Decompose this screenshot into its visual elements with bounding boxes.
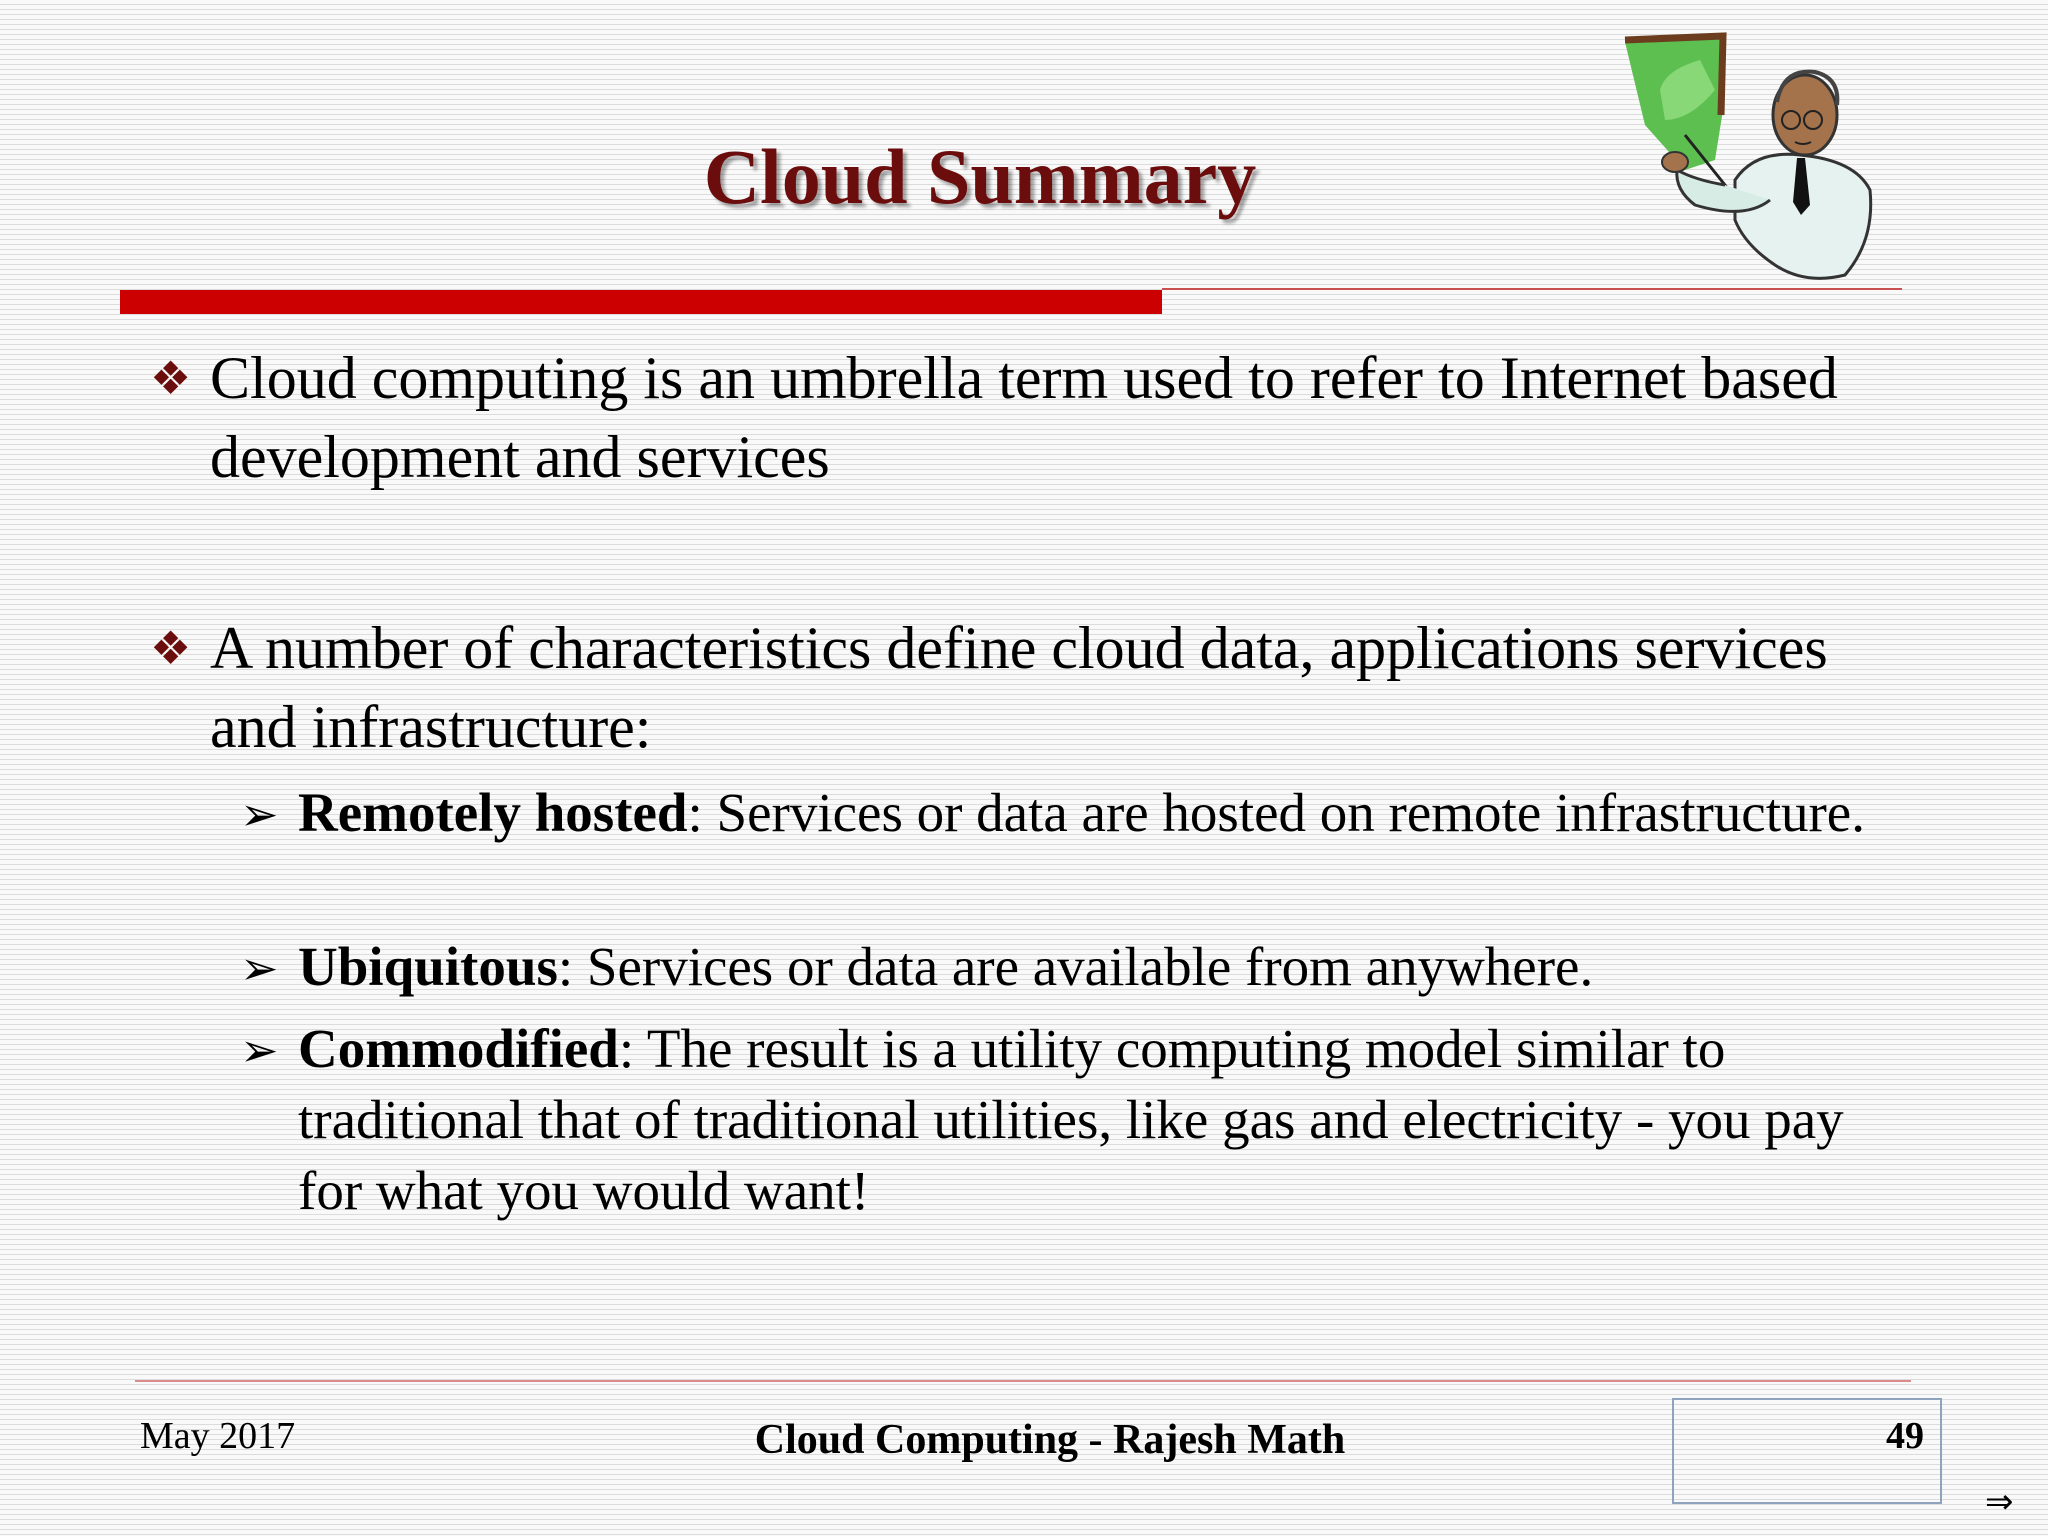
- arrow-bullet-icon: ➢: [240, 943, 279, 994]
- subbullet-text: : Services or data are hosted on remote infrastructure.: [687, 782, 1865, 843]
- subbullet-text: : Services or data are available from anywhere.: [557, 936, 1594, 997]
- bullet-text: Cloud computing is an umbrella term used to refer to Internet based development and services: [210, 345, 1838, 490]
- footer-date: May 2017: [140, 1415, 296, 1457]
- subbullet-item: [240, 777, 1900, 848]
- presenter-clipart-icon: [1605, 30, 1905, 300]
- subbullet-item: [240, 1013, 1900, 1226]
- subbullet-term: Ubiquitous: [298, 936, 558, 997]
- arrow-bullet-icon: ➢: [240, 1025, 279, 1076]
- slide-title: Cloud Summary: [703, 133, 1257, 220]
- next-slide-arrow-icon[interactable]: ⇒: [1985, 1482, 2014, 1522]
- subbullet-term: Remotely hosted: [298, 782, 688, 843]
- subbullet-text: : The result is a utility computing model similar to traditional that of traditional utilities, like gas and electricity - you pay for what you would want!: [298, 1018, 1844, 1221]
- bullet-item: [150, 339, 1890, 497]
- page-number: 49: [1886, 1415, 1924, 1457]
- footer-divider: [135, 1380, 1911, 1382]
- footer-title: Cloud Computing - Rajesh Math: [754, 1417, 1346, 1463]
- arrow-bullet-icon: ➢: [240, 789, 279, 840]
- page-number-box: [1672, 1398, 1942, 1504]
- diamond-bullet-icon: ❖: [150, 353, 192, 404]
- title-accent-bar: [120, 290, 1162, 314]
- bullet-text: A number of characteristics define cloud data, applications services and infrastructure:: [210, 615, 1828, 760]
- subbullet-term: Commodified: [298, 1018, 619, 1079]
- title-rule: [1162, 288, 1902, 290]
- diamond-bullet-icon: ❖: [150, 623, 192, 674]
- subbullet-item: [240, 931, 1900, 1002]
- bullet-item: [150, 609, 1890, 767]
